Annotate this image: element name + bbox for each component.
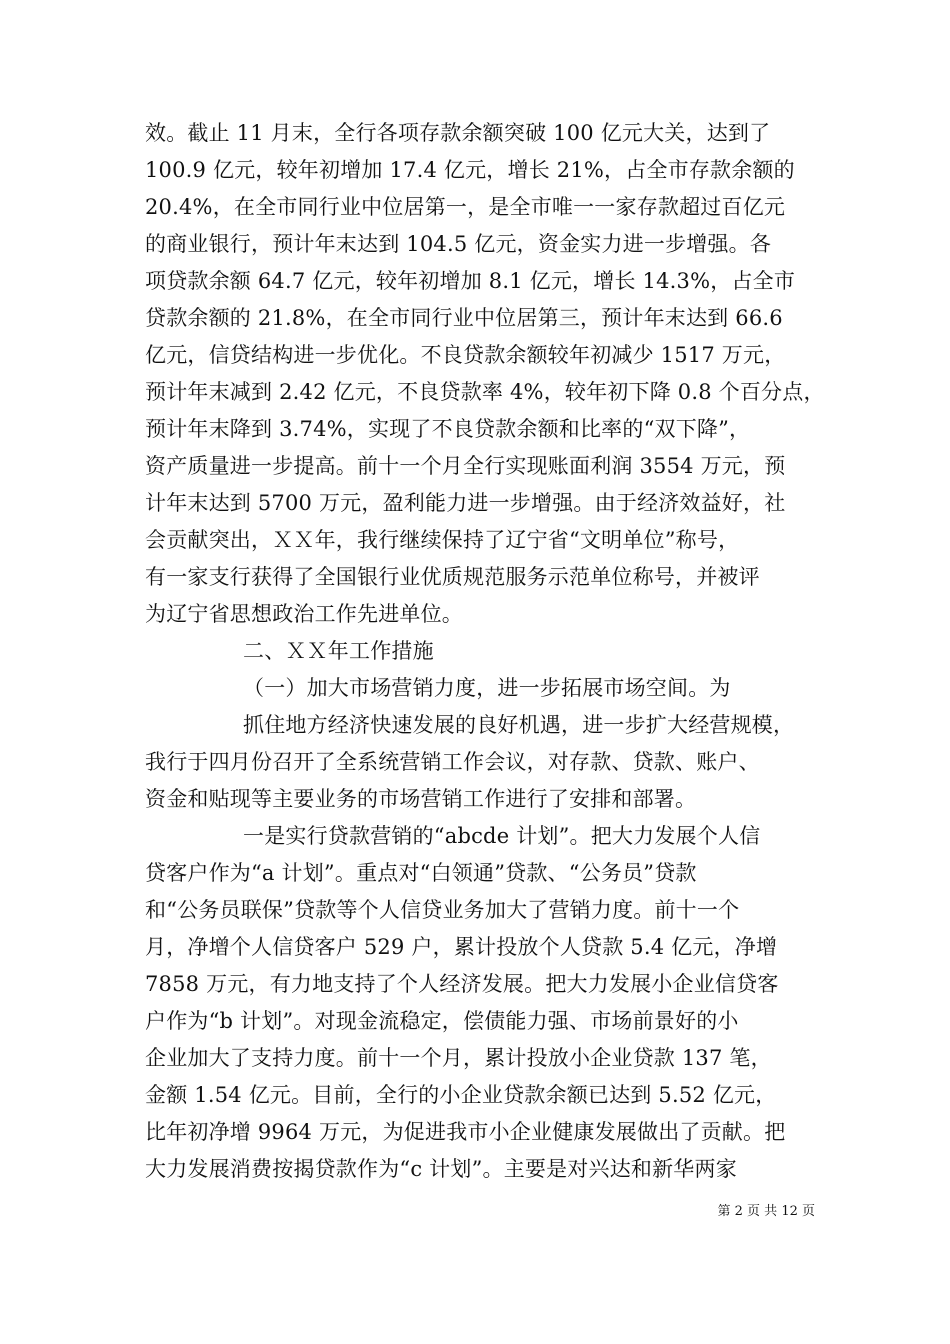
paragraph-line: 比年初净增 9964 万元，为促进我市小企业健康发展做出了贡献。把 — [145, 1120, 786, 1144]
paragraph-line: 抓住地方经济快速发展的良好机遇，进一步扩大经营规模， — [243, 713, 795, 737]
paragraph-line: 资金和贴现等主要业务的市场营销工作进行了安排和部署。 — [145, 787, 697, 811]
paragraph-line: 为辽宁省思想政治工作先进单位。 — [145, 602, 463, 626]
paragraph-line: 效。截止 11 月末，全行各项存款余额突破 100 亿元大关，达到了 — [145, 121, 771, 145]
page-number-footer: 第 2 页 共 12 页 — [717, 1204, 815, 1219]
paragraph-line: 大力发展消费按揭贷款作为“c 计划”。主要是对兴达和新华两家 — [145, 1157, 737, 1181]
paragraph-line: 我行于四月份召开了全系统营销工作会议，对存款、贷款、账户、 — [145, 750, 760, 774]
paragraph-line: 有一家支行获得了全国银行业优质规范服务示范单位称号，并被评 — [145, 565, 760, 589]
paragraph-line: 20.4%，在全市同行业中位居第一，是全市唯一一家存款超过百亿元 — [145, 195, 786, 219]
paragraph-line: 的商业银行，预计年末达到 104.5 亿元，资金实力进一步增强。各 — [145, 232, 772, 256]
subsection-heading: （一）加大市场营销力度，进一步拓展市场空间。为 — [243, 676, 731, 700]
paragraph-line: 户作为“b 计划”。对现金流稳定，偿债能力强、市场前景好的小 — [145, 1009, 739, 1033]
section-heading: 二、ＸＸ年工作措施 — [243, 639, 434, 663]
paragraph-line: 金额 1.54 亿元。目前，全行的小企业贷款余额已达到 5.52 亿元， — [145, 1083, 777, 1107]
paragraph-line: 100.9 亿元，较年初增加 17.4 亿元，增长 21%，占全市存款余额的 — [145, 158, 795, 182]
paragraph-line: 项贷款余额 64.7 亿元，较年初增加 8.1 亿元，增长 14.3%，占全市 — [145, 269, 796, 293]
paragraph-line: 计年末达到 5700 万元，盈利能力进一步增强。由于经济效益好，社 — [145, 491, 786, 515]
paragraph-line: 预计年末降到 3.74%，实现了不良贷款余额和比率的“双下降”， — [145, 417, 751, 441]
paragraph-line: 预计年末减到 2.42 亿元，不良贷款率 4%，较年初下降 0.8 个百分点， — [145, 380, 825, 404]
paragraph-line: 会贡献突出，ＸＸ年，我行继续保持了辽宁省“文明单位”称号， — [145, 528, 740, 552]
paragraph-line: 亿元，信贷结构进一步优化。不良贷款余额较年初减少 1517 万元， — [145, 343, 786, 367]
paragraph-line: 和“公务员联保”贷款等个人信贷业务加大了营销力度。前十一个 — [145, 898, 740, 922]
paragraph-line: 资产质量进一步提高。前十一个月全行实现账面利润 3554 万元，预 — [145, 454, 786, 478]
paragraph-line: 贷客户作为“a 计划”。重点对“白领通”贷款、“公务员”贷款 — [145, 861, 697, 885]
paragraph-line: 月，净增个人信贷客户 529 户，累计投放个人贷款 5.4 亿元，净增 — [145, 935, 778, 959]
paragraph-line: 一是实行贷款营销的“abcde 计划”。把大力发展个人信 — [243, 824, 761, 848]
paragraph-line: 贷款余额的 21.8%，在全市同行业中位居第三，预计年末达到 66.6 — [145, 306, 783, 330]
paragraph-line: 7858 万元，有力地支持了个人经济发展。把大力发展小企业信贷客 — [145, 972, 779, 996]
paragraph-line: 企业加大了支持力度。前十一个月，累计投放小企业贷款 137 笔， — [145, 1046, 772, 1070]
